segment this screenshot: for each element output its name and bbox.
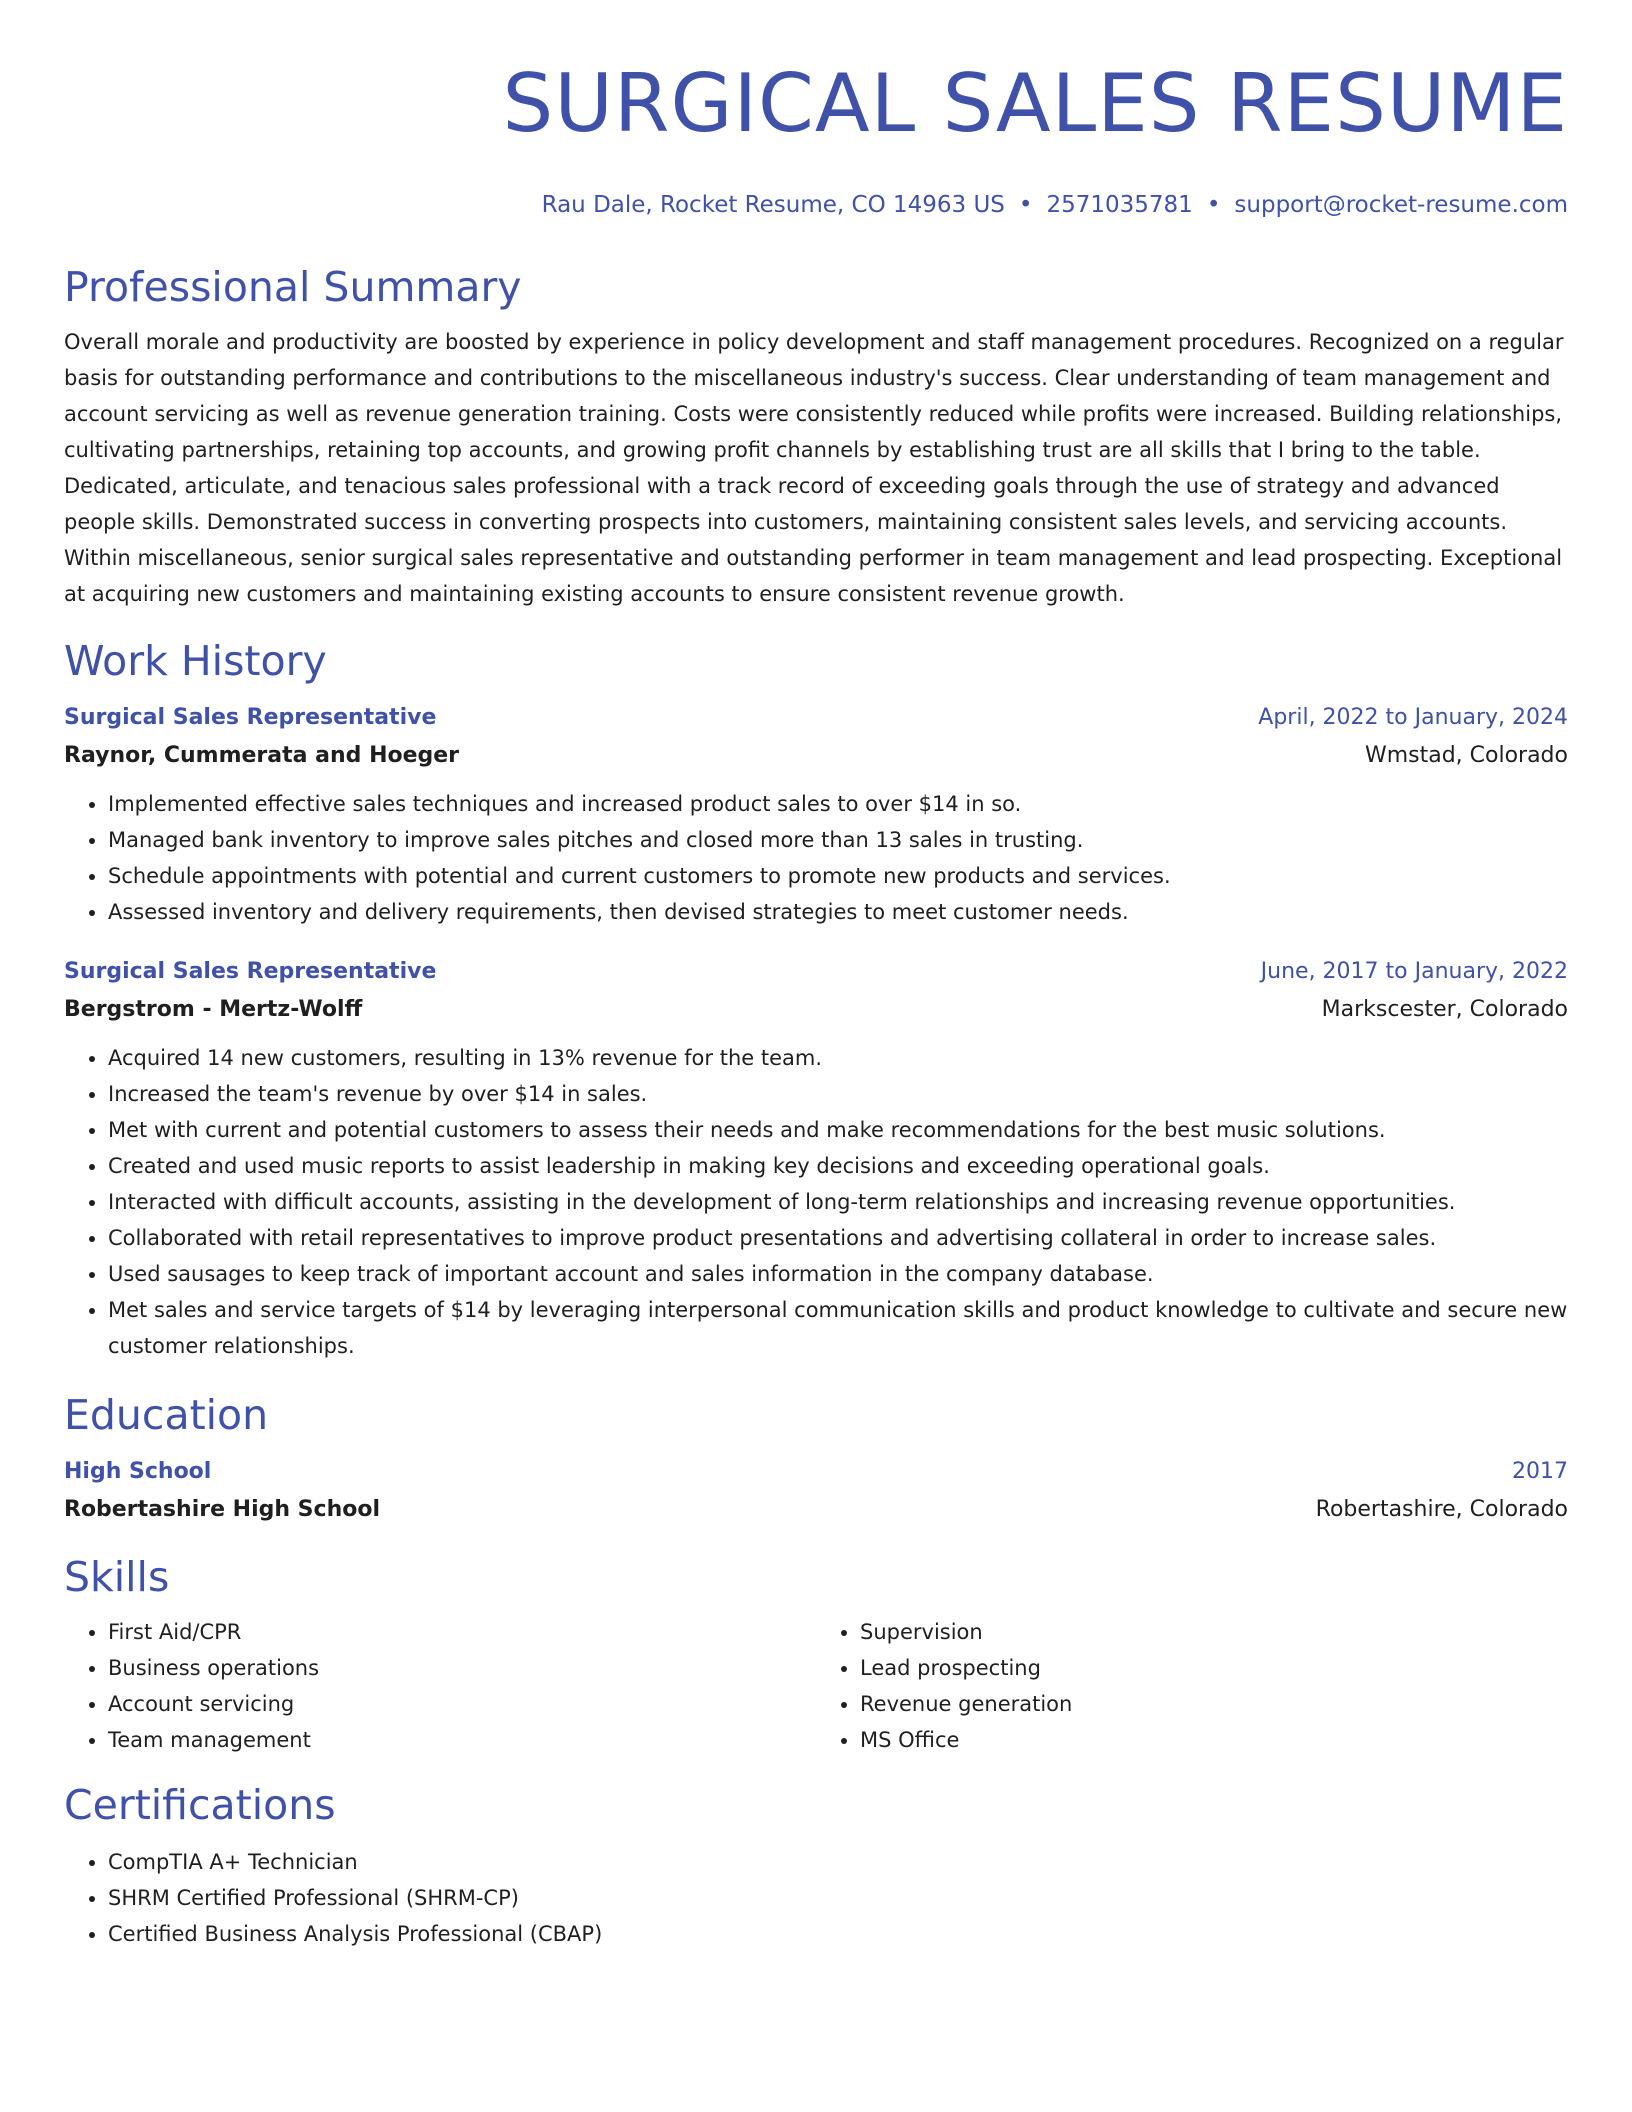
contact-separator: •: [1206, 192, 1221, 218]
job-bullet: • Acquired 14 new customers, resulting in 13% revenue for the team.: [108, 1040, 1568, 1076]
job-bullet: • Interacted with difficult accounts, assisting in the development of long-term relationships and increasing revenue opportunities.: [108, 1184, 1568, 1220]
skill-item: • Team management: [108, 1722, 816, 1758]
job-company-row: [64, 990, 1568, 1030]
contact-address: Rau Dale, Rocket Resume, CO 14963 US: [541, 192, 1005, 218]
education-degree: High School: [64, 1459, 212, 1484]
contact-line: [64, 190, 1568, 220]
job-location: Markscester, Colorado: [1321, 997, 1568, 1022]
job-bullet: • Schedule appointments with potential and current customers to promote new products and services.: [108, 858, 1568, 894]
job-company: Raynor, Cummerata and Hoeger: [64, 743, 460, 768]
job-location: Wmstad, Colorado: [1364, 743, 1568, 768]
summary-heading: Professional Summary: [64, 263, 522, 311]
job-bullet: • Created and used music reports to assist leadership in making key decisions and exceeding operational goals.: [108, 1148, 1568, 1184]
resume-header: [64, 56, 1568, 220]
certification-item: • SHRM Certified Professional (SHRM-CP): [108, 1880, 1568, 1916]
education-year: 2017: [1512, 1459, 1568, 1484]
skill-item: • MS Office: [860, 1722, 1568, 1758]
certifications-heading: Certifications: [64, 1781, 336, 1829]
skills-grid: [64, 1614, 1568, 1758]
job-bullet: • Managed bank inventory to improve sales pitches and closed more than 13 sales in trusting.: [108, 822, 1568, 858]
job-title-row: [64, 954, 1568, 990]
education-entry: [64, 1454, 1568, 1530]
certifications-list: [64, 1844, 1568, 1952]
job-title: Surgical Sales Representative: [64, 705, 437, 730]
skill-item: • Lead prospecting: [860, 1650, 1568, 1686]
skill-item: • Supervision: [860, 1614, 1568, 1650]
skills-column-right: [816, 1614, 1568, 1758]
education-school: Robertashire High School: [64, 1497, 381, 1522]
job-bullet: • Collaborated with retail representatives to improve product presentations and advertising collateral in order to increase sales.: [108, 1220, 1568, 1256]
certification-item: • CompTIA A+ Technician: [108, 1844, 1568, 1880]
job-dates: April, 2022 to January, 2024: [1258, 705, 1568, 730]
job-entry: [64, 700, 1568, 930]
job-bullets: [64, 1040, 1568, 1364]
job-dates: June, 2017 to January, 2022: [1260, 959, 1568, 984]
education-heading: Education: [64, 1391, 269, 1439]
skills-column-left: [64, 1614, 816, 1758]
skill-item: • Account servicing: [108, 1686, 816, 1722]
job-bullet: • Used sausages to keep track of important account and sales information in the company database.: [108, 1256, 1568, 1292]
job-bullet: • Met sales and service targets of $14 by leveraging interpersonal communication skills and product knowledge to cultivate and secure new customer relationships.: [108, 1292, 1568, 1364]
job-bullet: • Met with current and potential customers to assess their needs and make recommendations for the best music solutions.: [108, 1112, 1568, 1148]
contact-email: support@rocket-resume.com: [1234, 192, 1568, 218]
education-location: Robertashire, Colorado: [1315, 1497, 1568, 1522]
job-title: Surgical Sales Representative: [64, 959, 437, 984]
job-company: Bergstrom - Mertz-Wolff: [64, 997, 363, 1022]
job-company-row: [64, 736, 1568, 776]
skill-item: • Revenue generation: [860, 1686, 1568, 1722]
skill-item: • First Aid/CPR: [108, 1614, 816, 1650]
summary-text: Overall morale and productivity are boosted by experience in policy development and staff management procedures. Recognized on a regular basis for outstanding performance and contributions to the miscellaneous industry's success. Clear understanding of team management and account servicing as well as revenue generation training. Costs were consistently reduced while profits were increased. Building relationships, cultivating partnerships, retaining top accounts, and growing profit channels by establishing trust are all skills that I bring to the table. Dedicated, articulate, and tenacious sales professional with a track record of exceeding goals through the use of strategy and advanced people skills. Demonstrated success in converting prospects into customers, maintaining consistent sales levels, and servicing accounts. Within miscellaneous, senior surgical sales representative and outstanding performer in team management and lead prospecting. Exceptional at acquiring new customers and maintaining existing accounts to ensure consistent revenue growth.: [64, 330, 1564, 606]
certification-item: • Certified Business Analysis Professional (CBAP): [108, 1916, 1568, 1952]
job-bullets: [64, 786, 1568, 930]
job-bullet: • Increased the team's revenue by over $14 in sales.: [108, 1076, 1568, 1112]
contact-separator: •: [1018, 192, 1033, 218]
job-bullet: • Implemented effective sales techniques and increased product sales to over $14 in so.: [108, 786, 1568, 822]
job-title-row: [64, 700, 1568, 736]
education-degree-row: [64, 1454, 1568, 1490]
resume-title: SURGICAL SALES RESUME: [502, 57, 1568, 150]
work-history-heading: Work History: [64, 637, 327, 685]
skill-item: • Business operations: [108, 1650, 816, 1686]
skills-heading: Skills: [64, 1553, 170, 1601]
job-entry: [64, 954, 1568, 1364]
education-school-row: [64, 1490, 1568, 1530]
job-bullet: • Assessed inventory and delivery requirements, then devised strategies to meet customer needs.: [108, 894, 1568, 930]
contact-phone: 2571035781: [1046, 192, 1193, 218]
